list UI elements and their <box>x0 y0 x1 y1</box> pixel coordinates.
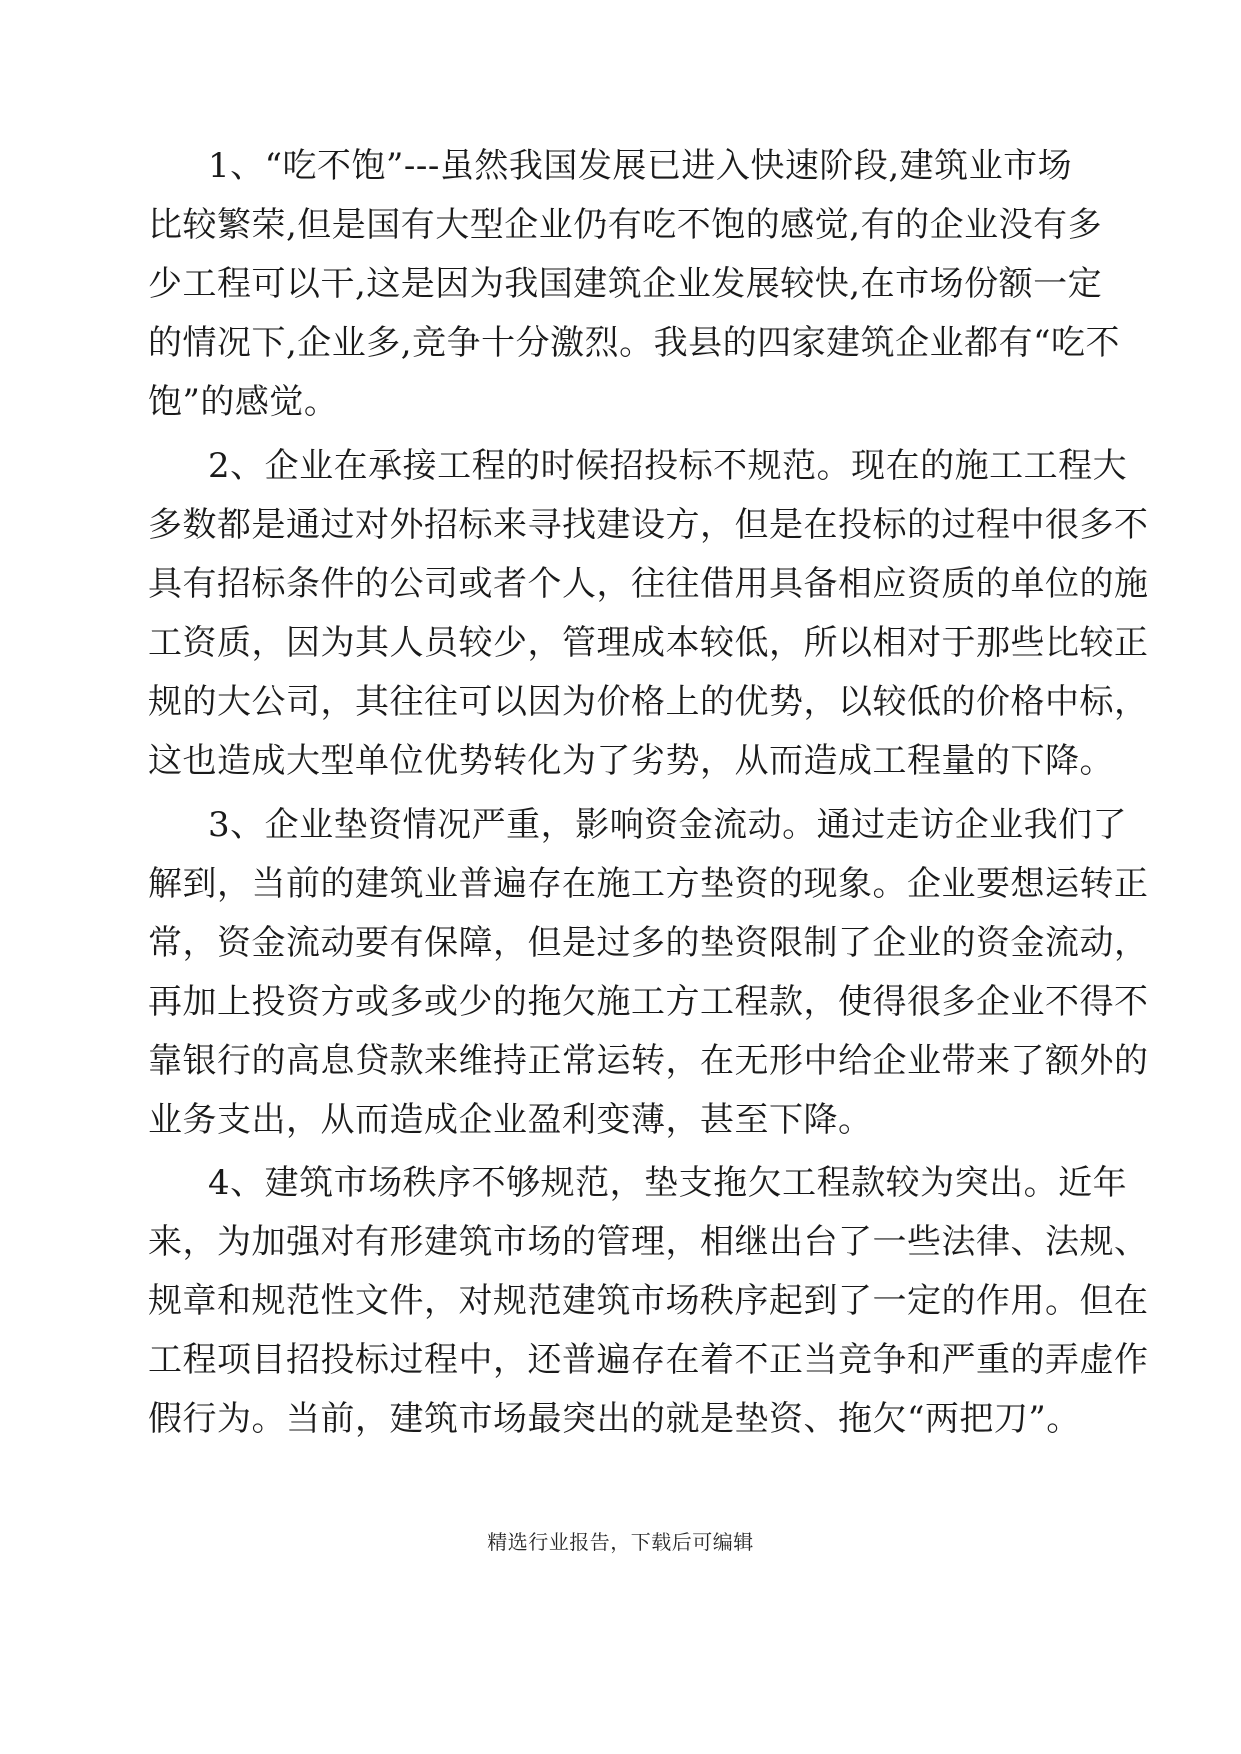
paragraph-line: 靠银行的高息贷款来维持正常运转，在无形中给企业带来了额外的 <box>148 1041 1149 1081</box>
paragraph-line: 这也造成大型单位优势转化为了劣势，从而造成工程量的下降。 <box>148 741 1114 781</box>
page-footer: 精选行业报告，下载后可编辑 <box>487 1530 754 1554</box>
paragraph-line: 来，为加强对有形建筑市场的管理，相继出台了一些法律、法规、 <box>148 1222 1149 1262</box>
paragraph-line: 规的大公司，其往往可以因为价格上的优势，以较低的价格中标， <box>148 682 1149 722</box>
paragraph-line: 业务支出，从而造成企业盈利变薄，甚至下降。 <box>148 1100 873 1140</box>
paragraph-line: 具有招标条件的公司或者个人，往往借用具备相应资质的单位的施 <box>148 564 1149 604</box>
paragraph-line: 的情况下,企业多,竞争十分激烈。我县的四家建筑企业都有“吃不 <box>148 323 1120 363</box>
paragraph-line: 比较繁荣,但是国有大型企业仍有吃不饱的感觉,有的企业没有多 <box>148 205 1103 245</box>
paragraph-line: 再加上投资方或多或少的拖欠施工方工程款，使得很多企业不得不 <box>148 982 1149 1022</box>
paragraph-line: 2、企业在承接工程的时候招投标不规范。现在的施工工程大 <box>208 446 1128 486</box>
paragraph-line: 工程项目招投标过程中，还普遍存在着不正当竞争和严重的弄虚作 <box>148 1340 1149 1380</box>
paragraph-line: 3、企业垫资情况严重，影响资金流动。通过走访企业我们了 <box>208 805 1128 845</box>
paragraph-line: 假行为。当前，建筑市场最突出的就是垫资、拖欠“两把刀”。 <box>148 1399 1081 1439</box>
paragraph-line: 常，资金流动要有保障，但是过多的垫资限制了企业的资金流动， <box>148 923 1149 963</box>
paragraph-line: 规章和规范性文件，对规范建筑市场秩序起到了一定的作用。但在 <box>148 1281 1149 1321</box>
paragraph-line: 多数都是通过对外招标来寻找建设方，但是在投标的过程中很多不 <box>148 505 1149 545</box>
paragraph-line: 工资质，因为其人员较少，管理成本较低，所以相对于那些比较正 <box>148 623 1149 663</box>
paragraph-line: 少工程可以干,这是因为我国建筑企业发展较快,在市场份额一定 <box>148 264 1103 304</box>
paragraph-line: 4、建筑市场秩序不够规范，垫支拖欠工程款较为突出。近年 <box>208 1163 1128 1203</box>
paragraph-line: 解到，当前的建筑业普遍存在施工方垫资的现象。企业要想运转正 <box>148 864 1149 904</box>
paragraph-line: 饱”的感觉。 <box>148 382 339 422</box>
paragraph-line: 1、“吃不饱”---虽然我国发展已进入快速阶段,建筑业市场 <box>208 146 1073 186</box>
